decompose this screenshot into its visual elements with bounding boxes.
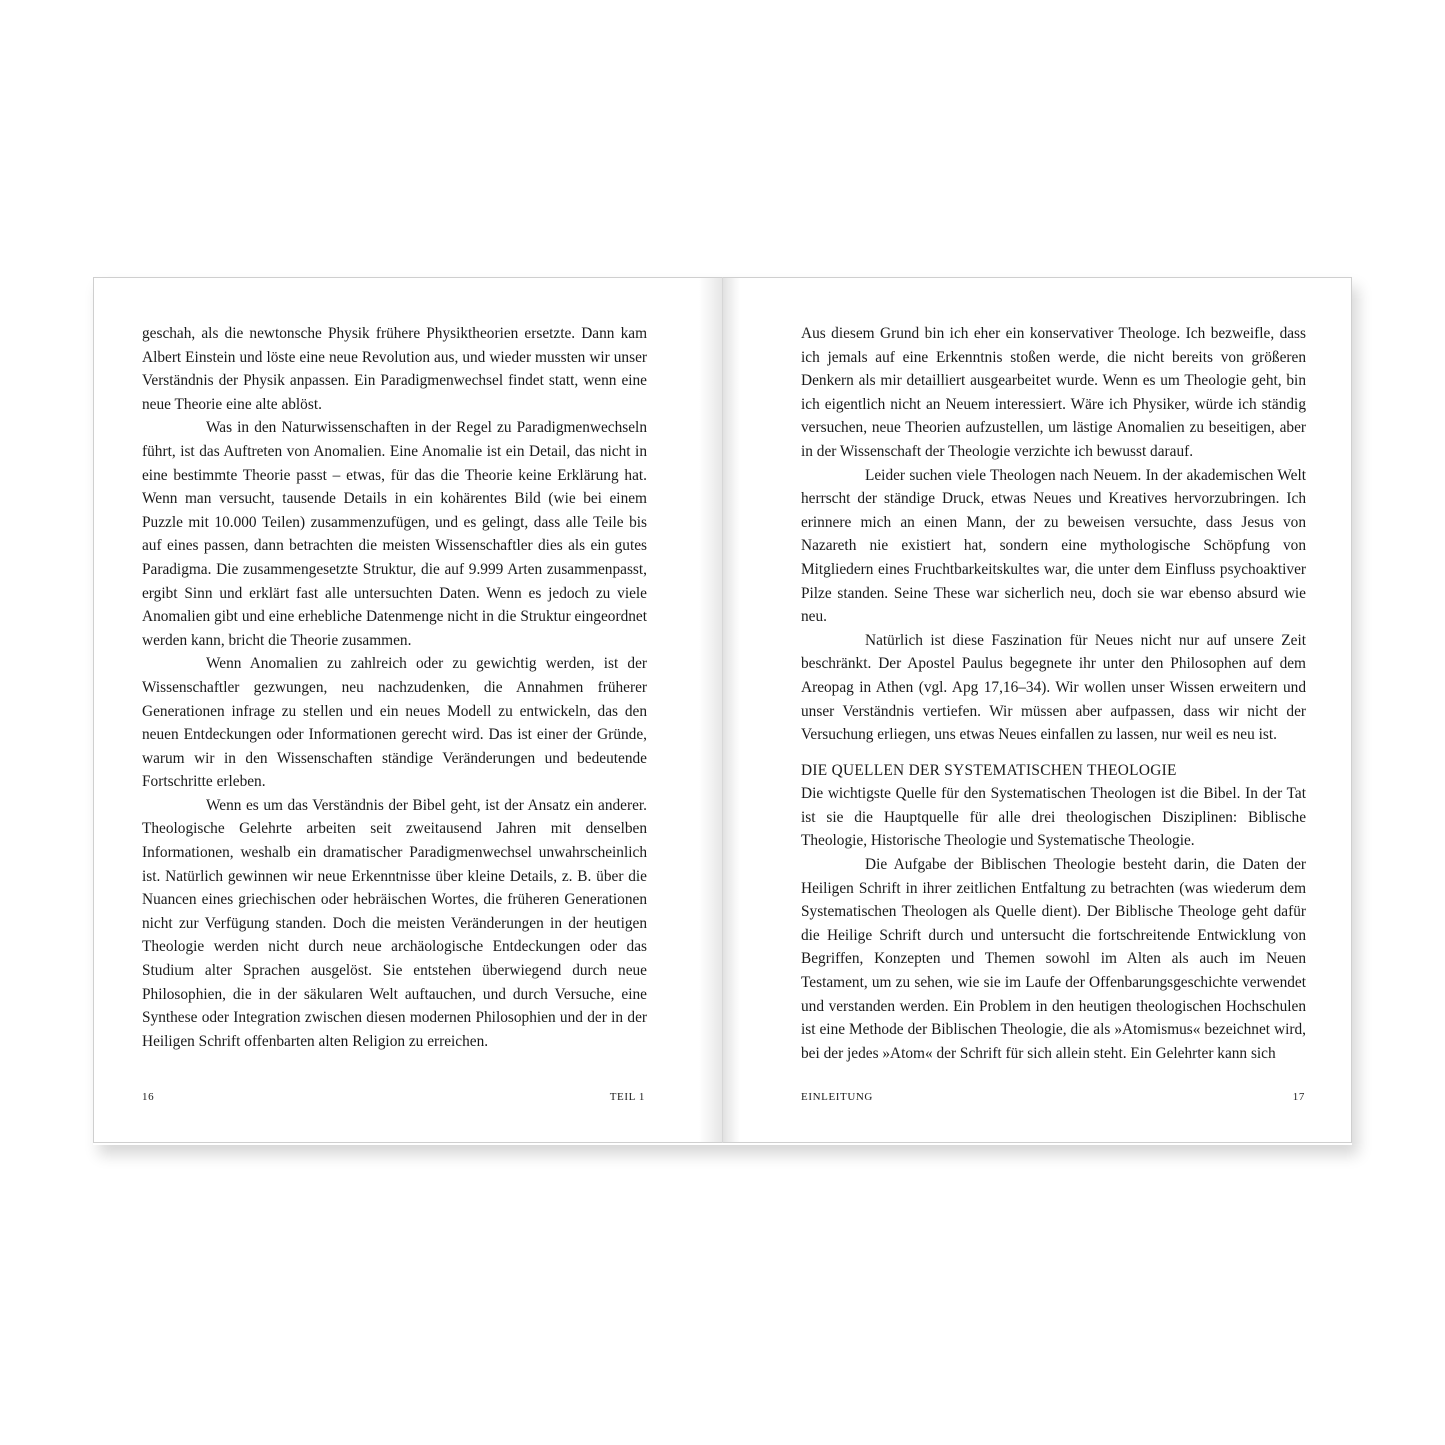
paragraph: geschah, als die newtonsche Physik frühere Physiktheorien ersetzte. Dann kam Albert Einstein und löste eine neue Revolution aus, und wieder mussten wir unser Verständnis der Physik anpassen. Ein Paradigmenwechsel findet statt, wenn eine neue Theorie eine alte ablöst. bbox=[142, 325, 647, 413]
paragraph: Die Aufgabe der Biblischen Theologie besteht darin, die Daten der Heiligen Schrift in ihrer zeitlichen Entfaltung zu betrachten (was wiederum dem Systematischen Theologen als Quelle dient). Der Biblische Theologe geht dafür die Heilige Schrift durch und untersucht die fortschreitende Entwicklung von Begriffen, Konzepten und Themen sowohl im Alten als auch im Neuen Testament, um zu sehen, wie sie im Laufe der Offenbarungsgeschichte verwendet und verstanden werden. Ein Problem in den heutigen theologischen Hochschulen ist eine Methode der Biblischen Theologie, die als »Atomismus« bezeichnet wird, bei der jedes »Atom« der Schrift für sich allein steht. Ein Gelehrter kann sich bbox=[801, 856, 1306, 1062]
page-number-left: 16 bbox=[142, 1091, 155, 1103]
book-gutter bbox=[722, 277, 723, 1143]
paragraph: Natürlich ist diese Faszination für Neues nicht nur auf unsere Zeit beschränkt. Der Apostel Paulus begegnete ihr unter den Philosophen auf dem Areopag in Athen (vgl. Apg 17,16–34). Wir wollen unser Wissen erweitern und unser Verständnis vertiefen. Wir müssen aber aufpassen, dass wir nicht der Versuchung erliegen, uns etwas Neues einfallen zu lassen, nur weil es neu ist. bbox=[801, 631, 1306, 744]
paragraph: Leider suchen viele Theologen nach Neuem. In der akademischen Welt herrscht der ständige Druck, etwas Neues und Kreatives hervorzubringen. Ich erinnere mich an einen Mann, der zu beweisen versuchte, dass Jesus von Nazareth nie existiert hat, sondern eine mythologische Schöpfung von Mitgliedern eines Fruchtbarkeitskultes war, die unter dem Einfluss psychoaktiver Pilze standen. Seine These war sicherlich neu, doch sie war ebenso absurd wie neu. bbox=[801, 466, 1306, 626]
page-number-right: 17 bbox=[1292, 1091, 1305, 1103]
paragraph: Wenn es um das Verständnis der Bibel geht, ist der Ansatz ein anderer. Theologische Gelehrte arbeiten seit zweitausend Jahren mit denselben Informationen, weshalb ein dramatischer Paradigmenwechsel unwahrscheinlich ist. Natürlich gewinnen wir neue Erkenntnisse über kleine Details, z. B. über die Nuancen eines griechischen oder hebräischen Wortes, die früheren Generationen nicht zur Verfügung standen. Doch die meisten Veränderungen in der heutigen Theologie werden nicht durch neue archäologische Entdeckungen oder das Studium alter Sprachen ausgelöst. Sie entstehen überwiegend durch neue Philosophien, die in der säkularen Welt auftauchen, und durch Versuche, eine Synthese oder Integration zwischen diesen modernen Philosophien und der in der Heiligen Schrift offenbarten alten Religion zu erreichen. bbox=[142, 796, 647, 1050]
paragraph: Die wichtigste Quelle für den Systematischen Theologen ist die Bibel. In der Tat ist sie die Hauptquelle für alle drei theologischen Disziplinen: Biblische Theologie, Historische Theologie und Systematische Theologie. bbox=[801, 785, 1306, 850]
running-head-left: TEIL 1 bbox=[609, 1091, 645, 1103]
right-page-body bbox=[801, 322, 1306, 1065]
paragraph: Aus diesem Grund bin ich eher ein konservativer Theologe. Ich bezweifle, dass ich jemals auf eine Erkenntnis stoßen werde, die nicht bereits von größeren Denkern als mir detailliert ausgearbeitet wurde. Wenn es um Theologie geht, bin ich eigentlich nicht an Neuem interessiert. Wäre ich Physiker, würde ich ständig versuchen, neue Theorien aufzustellen, um lästige Anomalien zu beseitigen, aber in der Wissenschaft der Theologie verzichte ich bewusst darauf. bbox=[801, 325, 1306, 460]
paragraph: Was in den Naturwissenschaften in der Regel zu Paradigmenwechseln führt, ist das Auftreten von Anomalien. Eine Anomalie ist ein Detail, das nicht in eine bestimmte Theorie passt – etwas, für das die Theorie keine Erklärung hat. Wenn man versucht, tausende Details in ein kohärentes Bild (wie bei einem Puzzle mit 10.000 Teilen) zusammenzufügen, und es gelingt, dass alle Teile bis auf eines passen, dann betrachten die meisten Wissenschaftler dies als ein gutes Paradigma. Die zusammengesetzte Struktur, die auf 9.999 Arten zusammenpasst, ergibt Sinn und erklärt fast alle untersuchten Daten. Wenn es jedoch zu viele Anomalien gibt und eine erhebliche Datenmenge nicht in die Struktur eingeordnet werden kann, bricht die Theorie zusammen. bbox=[142, 419, 647, 649]
left-page-body bbox=[142, 322, 647, 1053]
running-head-right: EINLEITUNG bbox=[801, 1091, 873, 1103]
left-page bbox=[93, 277, 723, 1143]
right-page bbox=[722, 277, 1352, 1143]
paragraph: Wenn Anomalien zu zahlreich oder zu gewichtig werden, ist der Wissenschaftler gezwungen, neu nachzudenken, die Annahmen früherer Generationen infrage zu stellen und ein neues Modell zu entwickeln, das den neuen Entdeckungen oder Informationen gerecht wird. Das ist einer der Gründe, warum wir in den Wissenschaften ständige Veränderungen und bedeutende Fortschritte erleben. bbox=[142, 655, 647, 791]
section-heading: DIE QUELLEN DER SYSTEMATISCHEN THEOLOGIE bbox=[801, 761, 1177, 779]
book-spread bbox=[93, 277, 1352, 1145]
